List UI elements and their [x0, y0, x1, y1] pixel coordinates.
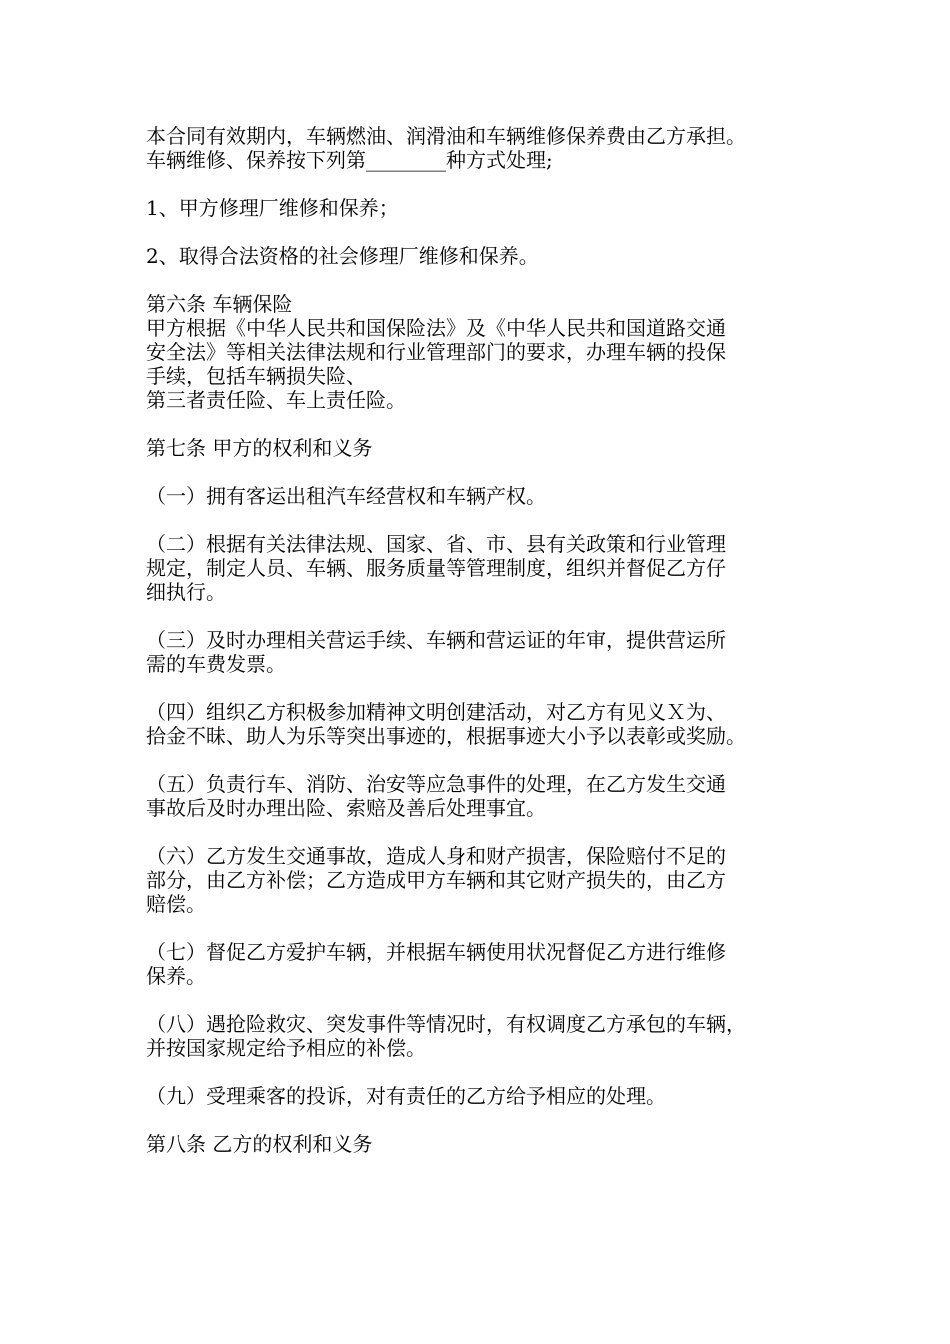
text-line: 保养。 [146, 964, 206, 988]
text-line: 第三者责任险、车上责任险。 [146, 388, 406, 412]
paragraph-option-2 [146, 244, 836, 268]
text-line: 并按国家规定给予相应的补偿。 [146, 1036, 426, 1060]
clause-9 [146, 1084, 836, 1108]
clause-8 [146, 1012, 836, 1060]
text-line: （五）负责行车、消防、治安等应急事件的处理，在乙方发生交通 [146, 772, 726, 796]
text-line: 本合同有效期内，车辆燃油、润滑油和车辆维修保养费由乙方承担。 [146, 124, 746, 148]
text-line: 拾金不昧、助人为乐等突出事迹的，根据事迹大小予以表彰或奖励。 [146, 724, 746, 748]
text-line: 赔偿。 [146, 892, 206, 916]
text-line: （四）组织乙方积极参加精神文明创建活动，对乙方有见义Ｘ为、 [146, 700, 726, 724]
text-line: （六）乙方发生交通事故，造成人身和财产损害，保险赔付不足的 [146, 844, 726, 868]
text-line: （七）督促乙方爱护车辆，并根据车辆使用状况督促乙方进行维修 [146, 940, 726, 964]
clause-2 [146, 532, 836, 604]
text-line: 车辆维修、保养按下列第________种方式处理; [146, 148, 553, 172]
clause-5 [146, 772, 836, 820]
text-line: 安全法》等相关法律法规和行业管理部门的要求，办理车辆的投保 [146, 340, 726, 364]
paragraph-option-1 [146, 196, 836, 220]
text-line: 甲方根据《中华人民共和国保险法》及《中华人民共和国道路交通 [146, 316, 726, 340]
text-line: （二）根据有关法律法规、国家、省、市、县有关政策和行业管理 [146, 532, 726, 556]
clause-3 [146, 628, 836, 676]
text-line: 2、取得合法资格的社会修理厂维修和保养。 [146, 244, 539, 268]
section-heading-article-7 [146, 436, 836, 460]
text-line: （八）遇抢险救灾、突发事件等情况时，有权调度乙方承包的车辆， [146, 1012, 746, 1036]
section-heading: 第六条 车辆保险 [146, 292, 293, 316]
text-line: 细执行。 [146, 580, 226, 604]
text-line: 事故后及时办理出险、索赔及善后处理事宜。 [146, 796, 546, 820]
clause-1 [146, 484, 836, 508]
text-line: 规定，制定人员、车辆、服务质量等管理制度，组织并督促乙方仔 [146, 556, 726, 580]
text-line: （一）拥有客运出租汽车经营权和车辆产权。 [146, 484, 546, 508]
document-page [146, 124, 836, 1180]
section-article-6 [146, 292, 836, 412]
paragraph-fuel-maintenance [146, 124, 836, 172]
text-line: 需的车费发票。 [146, 652, 286, 676]
text-line: 1、甲方修理厂维修和保养； [146, 196, 399, 220]
section-heading-article-8 [146, 1132, 836, 1156]
text-line: 部分，由乙方补偿；乙方造成甲方车辆和其它财产损失的，由乙方 [146, 868, 726, 892]
text-line: （九）受理乘客的投诉，对有责任的乙方给予相应的处理。 [146, 1084, 666, 1108]
text-line: （三）及时办理相关营运手续、车辆和营运证的年审，提供营运所 [146, 628, 726, 652]
section-heading: 第七条 甲方的权利和义务 [146, 436, 373, 460]
clause-7 [146, 940, 836, 988]
text-line: 手续，包括车辆损失险、 [146, 364, 366, 388]
clause-4 [146, 700, 836, 748]
section-heading: 第八条 乙方的权利和义务 [146, 1132, 373, 1156]
clause-6 [146, 844, 836, 916]
